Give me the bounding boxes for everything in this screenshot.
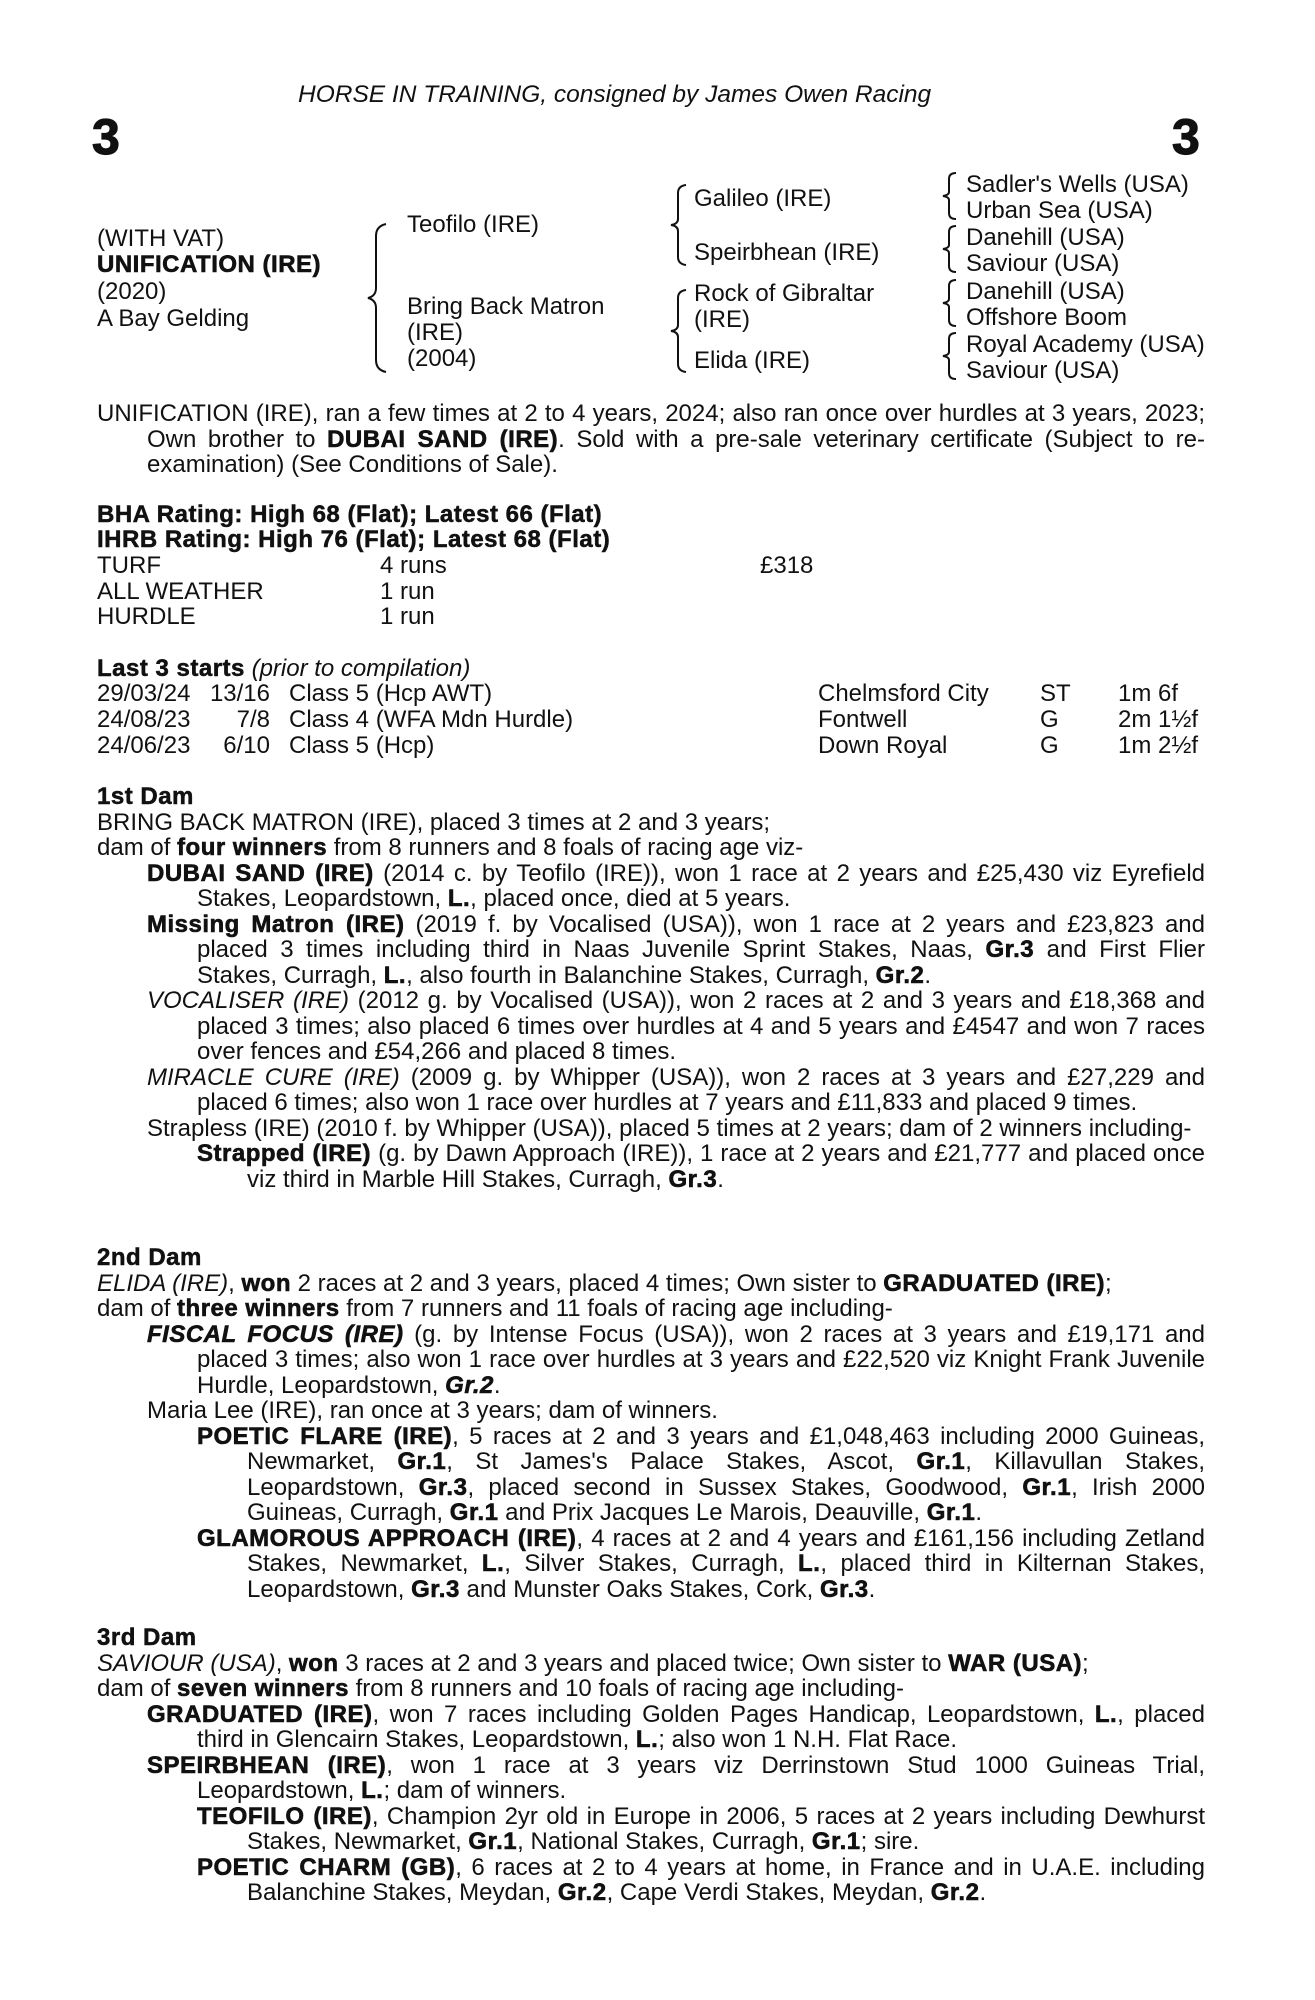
dam-sire-line1: Rock of Gibraltar <box>694 280 875 307</box>
second-dam-entry-glamorous-approach: GLAMOROUS APPROACH (IRE), 4 races at 2 and 4 years and £161,156 including Zetland Stakes, Newmarket, L., Silver Stakes, Curragh, L., placed third in Kilternan Stakes, Leopardstown, Gr.3 and Munster Oaks Stakes, Cork, Gr.3. <box>197 1524 1206 1603</box>
dam-sire-line2: (IRE) <box>694 306 750 333</box>
gg-5: Danehill (USA) <box>966 278 1125 305</box>
third-dam-entry-speirbhean: SPEIRBHEAN (IRE), won 1 race at 3 years viz Derrinstown Stud 1000 Guineas Trial, Leopardstown, L.; dam of winners. <box>147 1751 1205 1804</box>
pedigree-brace-gg2 <box>940 224 960 274</box>
gg-7: Royal Academy (USA) <box>966 331 1205 358</box>
third-dam-entry-teofilo: TEOFILO (IRE), Champion 2yr old in Europe in 2006, 5 races at 2 years including Dewhurst Stakes, Newmarket, Gr.1, National Stakes, Curragh, Gr.1; sire. <box>197 1802 1205 1855</box>
vat-note: (WITH VAT) <box>97 225 225 252</box>
pedigree-brace-sire <box>668 183 690 267</box>
sire-name: Teofilo (IRE) <box>407 211 540 238</box>
second-dam-entry-poetic-flare: POETIC FLARE (IRE), 5 races at 2 and 3 years and £1,048,463 including 2000 Guineas, Newmarket, Gr.1, St James's Palace Stakes, Ascot, Gr.1, Killavullan Stakes, Leopardstown, Gr.3, placed second in Sussex Stakes, Goodwood, Gr.1, Irish 2000 Guineas, Curragh, Gr.1 and Prix Jacques Le Marois, Deauville, Gr.1. <box>197 1422 1206 1526</box>
third-dam-entry-graduated: GRADUATED (IRE), won 7 races including Golden Pages Handicap, Leopardstown, L., placed third in Glencairn Stakes, Leopardstown, L.; also won 1 N.H. Flat Race. <box>147 1700 1205 1753</box>
ratings-prize-turf: £318 <box>760 552 814 579</box>
start-1-date: 29/03/24 <box>97 680 191 707</box>
start-3-pos: 6/10 <box>223 732 270 759</box>
dam-name-line1: Bring Back Matron <box>407 293 605 320</box>
sire-sire: Galileo (IRE) <box>694 185 832 212</box>
intro-text: UNIFICATION (IRE), ran a few times at 2 to 4 years, 2024; also ran once over hurdles at 3 years, 2023; Own brother to <box>97 400 1205 453</box>
start-3-dist: 1m 2½f <box>1118 732 1199 759</box>
pedigree-brace-gg4 <box>940 331 960 381</box>
first-dam-entry-miracle-cure: MIRACLE CURE (IRE) (2009 g. by Whipper (USA)), won 2 races at 3 years and £27,229 and placed 6 times; also won 1 race over hurdles at 7 years and £11,833 and placed 9 times. <box>147 1063 1205 1116</box>
start-2-going: G <box>1040 706 1059 733</box>
third-dam-heading: 3rd Dam <box>97 1624 197 1651</box>
pedigree-brace-dam <box>668 288 690 374</box>
start-3-date: 24/06/23 <box>97 732 191 759</box>
start-1-race: Class 5 (Hcp AWT) <box>289 680 493 707</box>
third-dam-entry-poetic-charm: POETIC CHARM (GB), 6 races at 2 to 4 years at home, in France and in U.A.E. including Balanchine Stakes, Meydan, Gr.2, Cape Verdi Stakes, Meydan, Gr.2. <box>197 1853 1205 1906</box>
second-dam-line1: ELIDA (IRE), won 2 races at 2 and 3 years, placed 4 times; Own sister to GRADUATED (IRE); <box>97 1269 1112 1297</box>
start-3-course: Down Royal <box>818 732 948 759</box>
page-header: HORSE IN TRAINING, consigned by James Owen Racing <box>298 81 932 108</box>
ratings-type-hurdle: HURDLE <box>97 603 196 630</box>
lot-number-left: 3 <box>92 109 120 165</box>
first-dam-section <box>97 784 1205 1192</box>
start-1-course: Chelmsford City <box>818 680 989 707</box>
ratings-runs-turf: 4 runs <box>380 552 447 579</box>
first-dam-entry-dubai-sand: DUBAI SAND (IRE) (2014 c. by Teofilo (IRE)), won 1 race at 2 years and £25,430 viz Eyrefield Stakes, Leopardstown, L., placed once, died at 5 years. <box>147 859 1205 912</box>
first-dam-entry-strapless: Strapless (IRE) (2010 f. by Whipper (USA)), placed 5 times at 2 years; dam of 2 winners including- <box>147 1114 1192 1142</box>
second-dam-entry-maria-lee: Maria Lee (IRE), ran once at 3 years; dam of winners. <box>147 1397 718 1424</box>
start-2-course: Fontwell <box>818 706 908 733</box>
third-dam-section <box>97 1625 1205 1906</box>
second-dam-heading: 2nd Dam <box>97 1244 202 1271</box>
lot-number-right: 3 <box>1172 109 1200 165</box>
second-dam-line2: dam of three winners from 7 runners and 11 foals of racing age including- <box>97 1295 893 1322</box>
start-1-dist: 1m 6f <box>1118 680 1179 707</box>
first-dam-entry-strapped: Strapped (IRE) (g. by Dawn Approach (IRE)), 1 race at 2 years and £21,777 and placed once viz third in Marble Hill Stakes, Curragh, Gr.3. <box>197 1140 1205 1193</box>
start-2-race: Class 4 (WFA Mdn Hurdle) <box>289 706 574 733</box>
ratings-type-turf: TURF <box>97 552 161 579</box>
dam-name-line2: (IRE) <box>407 319 463 346</box>
gg-6: Offshore Boom <box>966 304 1127 331</box>
ratings-runs-aw: 1 run <box>380 578 435 605</box>
second-dam-entry-fiscal-focus: FISCAL FOCUS (IRE) (g. by Intense Focus (USA)), won 2 races at 3 years and £19,171 and placed 3 times; also won 1 race over hurdles at 3 years and £22,520 viz Knight Frank Juvenile Hurdle, Leopardstown, Gr.2. <box>147 1320 1206 1399</box>
ratings-runs-hurdle: 1 run <box>380 603 435 630</box>
start-2-dist: 2m 1½f <box>1118 706 1199 733</box>
horse-year: (2020) <box>97 278 167 305</box>
gg-2: Urban Sea (USA) <box>966 197 1153 224</box>
gg-3: Danehill (USA) <box>966 224 1125 251</box>
third-dam-line1: SAVIOUR (USA), won 3 races at 2 and 3 years and placed twice; Own sister to WAR (USA); <box>97 1649 1089 1677</box>
first-dam-line1: BRING BACK MATRON (IRE), placed 3 times at 2 and 3 years; <box>97 808 771 836</box>
first-dam-heading: 1st Dam <box>97 783 194 810</box>
intro-paragraph <box>97 401 1205 478</box>
gg-1: Sadler's Wells (USA) <box>966 171 1189 198</box>
start-1-pos: 13/16 <box>209 680 270 707</box>
intro-brother: DUBAI SAND (IRE) <box>327 425 559 453</box>
second-dam-section <box>97 1245 1205 1602</box>
third-dam-line2: dam of seven winners from 8 runners and 10 foals of racing age including- <box>97 1675 904 1702</box>
pedigree-brace-main <box>366 222 392 374</box>
start-2-date: 24/08/23 <box>97 706 191 733</box>
last-starts-title: Last 3 starts <box>97 655 245 682</box>
ratings-type-aw: ALL WEATHER <box>97 578 264 605</box>
start-1-going: ST <box>1040 680 1071 707</box>
sire-dam: Speirbhean (IRE) <box>694 239 880 266</box>
gg-4: Saviour (USA) <box>966 250 1120 277</box>
horse-description: A Bay Gelding <box>97 305 250 332</box>
bha-rating: BHA Rating: High 68 (Flat); Latest 66 (Flat) <box>97 501 603 528</box>
pedigree-brace-gg3 <box>940 278 960 328</box>
gg-8: Saviour (USA) <box>966 357 1120 384</box>
dam-dam: Elida (IRE) <box>694 347 811 374</box>
horse-name: UNIFICATION (IRE) <box>97 251 322 278</box>
start-2-pos: 7/8 <box>236 706 270 733</box>
ihrb-rating: IHRB Rating: High 76 (Flat); Latest 68 (Flat) <box>97 526 611 553</box>
last-starts-heading <box>97 656 470 682</box>
first-dam-entry-missing-matron: Missing Matron (IRE) (2019 f. by Vocalised (USA)), won 1 race at 2 years and £23,823 and placed 3 times including third in Naas Juvenile Sprint Stakes, Naas, Gr.3 and First Flier Stakes, Curragh, L., also fourth in Balanchine Stakes, Curragh, Gr.2. <box>147 910 1205 989</box>
last-starts-note: (prior to compilation) <box>251 655 471 682</box>
start-3-going: G <box>1040 732 1059 759</box>
dam-name-line3: (2004) <box>407 345 477 372</box>
start-3-race: Class 5 (Hcp) <box>289 732 435 759</box>
first-dam-line2: dam of four winners from 8 runners and 8 foals of racing age viz- <box>97 834 804 861</box>
first-dam-entry-vocaliser: VOCALISER (IRE) (2012 g. by Vocalised (USA)), won 2 races at 2 and 3 years and £18,368 and placed 3 times; also placed 6 times over hurdles at 4 and 5 years and £4547 and won 7 races over fences and £54,266 and placed 8 times. <box>147 987 1205 1065</box>
pedigree-brace-gg1 <box>940 171 960 221</box>
intro-text-end: . Sold with a pre-sale veterinary certificate (Subject to re-examination) (See Conditions of Sale). <box>147 425 1205 478</box>
